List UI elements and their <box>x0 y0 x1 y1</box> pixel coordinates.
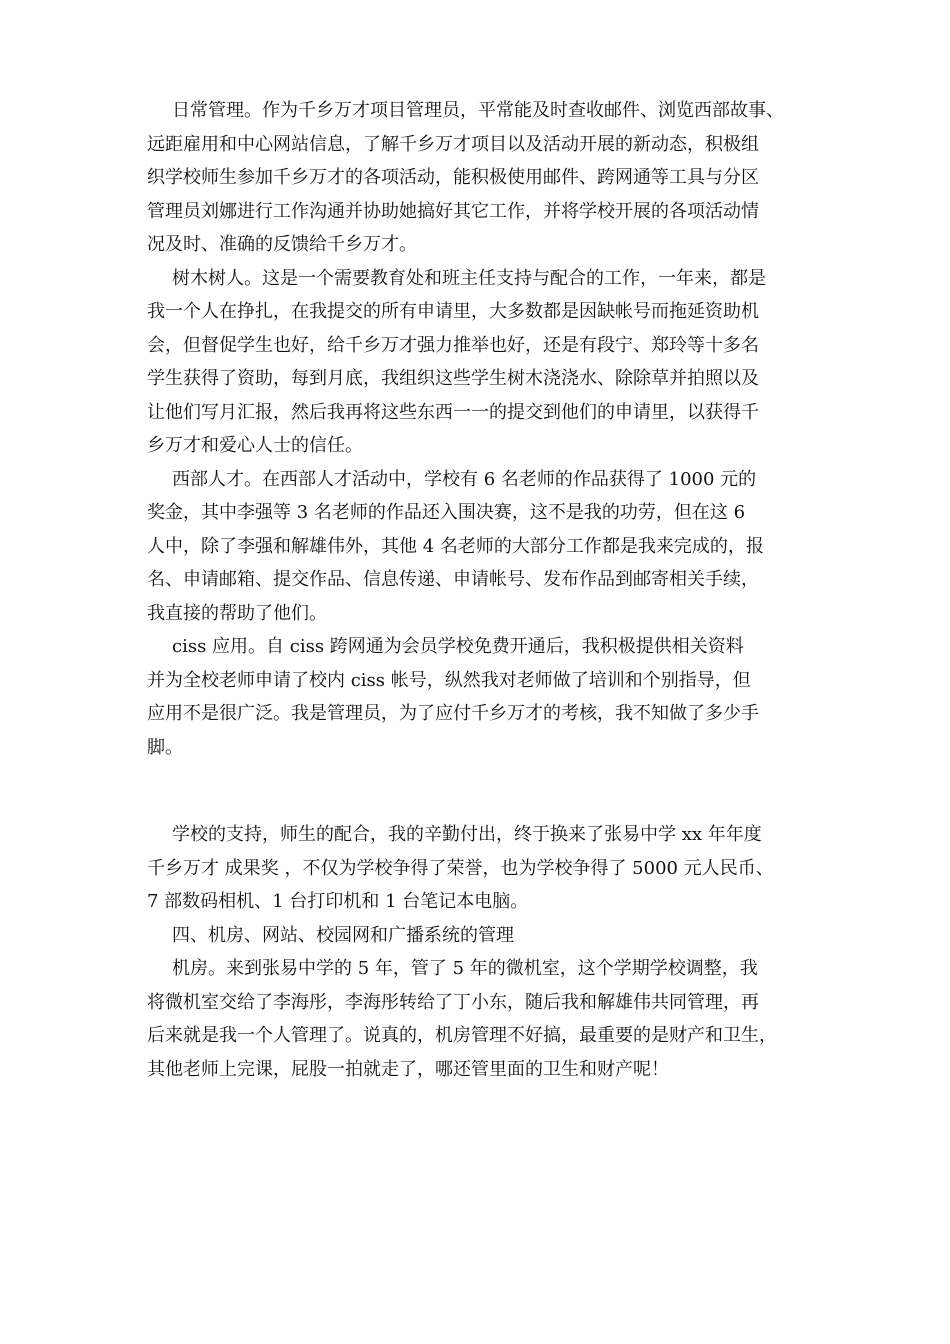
paragraph-tree-people <box>147 262 817 463</box>
text-line: 学校的支持，师生的配合，我的辛勤付出，终于换来了张易中学 xx 年年度 <box>172 824 762 845</box>
paragraph-daily-management <box>147 94 817 262</box>
text-line: 奖金，其中李强等 3 名老师的作品还入围决赛，这不是我的功劳，但在这 6 <box>147 502 746 523</box>
text-line: 人中，除了李强和解雄伟外，其他 4 名老师的大部分工作都是我来完成的，报 <box>147 535 764 557</box>
text-line: 远距雇用和中心网站信息，了解千乡万才项目以及活动开展的新动态，积极组 <box>147 133 759 155</box>
paragraph-school-support <box>147 818 817 919</box>
text-line: 西部人才。在西部人才活动中，学校有 6 名老师的作品获得了 1000 元的 <box>172 468 757 490</box>
text-line: 应用不是很广泛。我是管理员，为了应付千乡万才的考核，我不知做了多少手 <box>147 703 759 724</box>
section-heading <box>147 919 817 953</box>
text-line: 其他老师上完课，屁股一拍就走了，哪还管里面的卫生和财产呢！ <box>147 1058 669 1080</box>
text-line: 学生获得了资助，每到月底，我组织这些学生树木浇浇水、除除草并拍照以及 <box>147 368 759 389</box>
text-line: 7 部数码相机、1 台打印机和 1 台笔记本电脑。 <box>147 891 529 912</box>
text-line: ciss 应用。自 ciss 跨网通为会员学校免费开通后，我积极提供相关资料 <box>172 636 744 657</box>
text-line: 管理员刘娜进行工作沟通并协助她搞好其它工作，并将学校开展的各项活动情 <box>147 200 759 222</box>
paragraph-western-talent <box>147 463 817 631</box>
text-line: 千乡万才 成果奖 ，不仅为学校争得了荣誉，也为学校争得了 5000 元人民币、 <box>147 857 774 879</box>
text-line: 况及时、准确的反馈给千乡万才。 <box>147 234 417 255</box>
text-line: 机房。来到张易中学的 5 年，管了 5 年的微机室，这个学期学校调整，我 <box>172 958 758 979</box>
text-line: 我直接的帮助了他们。 <box>147 602 327 624</box>
text-line: 织学校师生参加千乡万才的各项活动，能积极使用邮件、跨网通等工具与分区 <box>147 167 759 188</box>
text-line: 脚。 <box>147 736 183 758</box>
text-line: 后来就是我一个人管理了。说真的，机房管理不好搞，最重要的是财产和卫生， <box>147 1025 777 1046</box>
text-line: 树木树人。这是一个需要教育处和班主任支持与配合的工作，一年来，都是 <box>172 267 766 289</box>
text-line: 并为全校老师申请了校内 ciss 帐号，纵然我对老师做了培训和个别指导，但 <box>147 669 751 691</box>
paragraph-computer-room <box>147 952 817 1086</box>
text-line: 日常管理。作为千乡万才项目管理员，平常能及时查收邮件、浏览西部故事、 <box>172 100 784 121</box>
section-heading-text: 四、机房、网站、校园网和广播系统的管理 <box>172 924 514 946</box>
document-body <box>147 94 817 1086</box>
text-line: 会，但督促学生也好，给千乡万才强力推举也好，还是有段宁、郑玲等十多名 <box>147 334 759 356</box>
paragraph-gap <box>147 764 817 818</box>
paragraph-ciss-application <box>147 630 817 764</box>
text-line: 让他们写月汇报，然后我再将这些东西一一的提交到他们的申请里，以获得千 <box>147 401 759 423</box>
text-line: 名、申请邮箱、提交作品、信息传递、申请帐号、发布作品到邮寄相关手续， <box>147 569 759 590</box>
text-line: 乡万才和爱心人士的信任。 <box>147 435 363 456</box>
text-line: 我一个人在挣扎，在我提交的所有申请里，大多数都是因缺帐号而拖延资助机 <box>147 301 759 322</box>
text-line: 将微机室交给了李海彤，李海彤转给了丁小东，随后我和解雄伟共同管理，再 <box>147 991 759 1013</box>
